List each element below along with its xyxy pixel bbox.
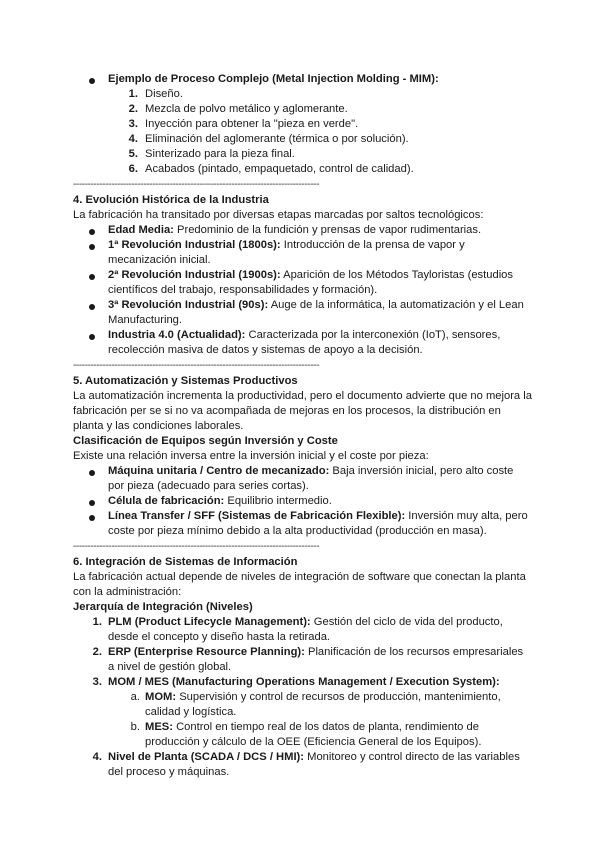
list-number: 3. (92, 676, 102, 688)
mim-step-number: 1. (128, 88, 138, 100)
list-number: 1. (92, 616, 102, 628)
mim-step-number: 4. (128, 133, 138, 145)
list-item-continuation: Manufacturing. (108, 314, 183, 326)
list-item-continuation: recolección masiva de datos y sistemas de apoyo a la decisión. (108, 344, 423, 356)
bullet-icon (89, 274, 95, 280)
bullet-icon (89, 78, 95, 84)
list-item-continuation: científicos del trabajo, responsabilidades y formación). (108, 284, 378, 296)
section-divider: ------------------------------------------------------------------------------------ (73, 360, 320, 371)
bullet-icon (89, 334, 95, 340)
mim-step-text: Eliminación del aglomerante (térmica o por solución). (145, 133, 409, 145)
mim-step-number: 5. (128, 148, 138, 160)
numbered-item: MOM / MES (Manufacturing Operations Management / Execution System): (108, 676, 500, 688)
list-item-continuation: a nivel de gestión global. (108, 661, 232, 673)
mim-title: Ejemplo de Proceso Complejo (Metal Injection Molding - MIM): (108, 73, 439, 85)
section-divider: ------------------------------------------------------------------------------------ (73, 179, 320, 190)
list-item: Máquina unitaria / Centro de mecanizado: Baja inversión inicial, pero alto coste (108, 465, 514, 477)
list-item-continuation: calidad y logística. (145, 706, 237, 718)
list-item: Edad Media: Predominio de la fundición y prensas de vapor rudimentarias. (108, 224, 482, 236)
section-5-title: 5. Automatización y Sistemas Productivos (73, 375, 298, 387)
bullet-icon (89, 244, 95, 250)
sub-list-item: MOM: Supervisión y control de recursos de producción, mantenimiento, (145, 691, 501, 703)
bullet-icon (89, 500, 95, 506)
section-5-intro: Existe una relación inversa entre la inversión inicial y el coste por pieza: (73, 450, 429, 462)
list-number: 4. (92, 751, 102, 763)
list-item-continuation: por pieza (adecuado para series cortas). (108, 480, 309, 492)
paragraph-line: con la administración: (73, 586, 182, 598)
list-item-continuation: desde el concepto y diseño hasta la retirada. (108, 631, 331, 643)
section-5-subtitle: Clasificación de Equipos según Inversión y Coste (73, 435, 338, 447)
mim-step-text: Inyección para obtener la "pieza en verde". (145, 118, 359, 130)
section-6-subtitle: Jerarquía de Integración (Niveles) (73, 601, 253, 613)
section-divider: ------------------------------------------------------------------------------------ (73, 541, 320, 552)
mim-step-number: 3. (128, 118, 138, 130)
list-item: Célula de fabricación: Equilibrio intermedio. (108, 495, 332, 507)
list-item: Línea Transfer / SFF (Sistemas de Fabricación Flexible): Inversión muy alta, pero (108, 510, 528, 522)
numbered-item: PLM (Product Lifecycle Management): Gestión del ciclo de vida del producto, (108, 616, 503, 628)
section-4-intro: La fabricación ha transitado por diversas etapas marcadas por saltos tecnológicos: (73, 209, 484, 221)
list-number: 2. (92, 646, 102, 658)
mim-step-number: 2. (128, 103, 138, 115)
list-item: Industria 4.0 (Actualidad): Caracterizada por la interconexión (IoT), sensores, (108, 329, 501, 341)
list-item-continuation: del proceso y máquinas. (108, 766, 230, 778)
paragraph-line: La fabricación actual depende de niveles de integración de software que conectan la planta (73, 571, 526, 583)
mim-step-text: Acabados (pintado, empaquetado, control de calidad). (145, 163, 414, 175)
mim-step-text: Sinterizado para la pieza final. (145, 148, 295, 160)
section-6-title: 6. Integración de Sistemas de Información (73, 556, 298, 568)
mim-step-text: Diseño. (145, 88, 183, 100)
list-item: 1ª Revolución Industrial (1800s): Introducción de la prensa de vapor y (108, 239, 465, 251)
mim-step-number: 6. (128, 163, 138, 175)
bullet-icon (89, 515, 95, 521)
paragraph-line: La automatización incrementa la productividad, pero el documento advierte que no mejora la (73, 390, 532, 402)
numbered-item: ERP (Enterprise Resource Planning): Planificación de los recursos empresariales (108, 646, 524, 658)
bullet-icon (89, 470, 95, 476)
paragraph-line: fabricación per se si no va acompañada de mejoras en los procesos, la distribución en (73, 405, 501, 417)
sub-list-item: MES: Control en tiempo real de los datos de planta, rendimiento de (145, 721, 479, 733)
sub-list-letter: b. (130, 721, 140, 733)
list-item-continuation: mecanización inicial. (108, 254, 211, 266)
paragraph-line: planta y las condiciones laborales. (73, 420, 244, 432)
list-item-continuation: coste por pieza mínimo debido a la alta productividad (producción en masa). (108, 525, 487, 537)
mim-step-text: Mezcla de polvo metálico y aglomerante. (145, 103, 348, 115)
numbered-item: Nivel de Planta (SCADA / DCS / HMI): Monitoreo y control directo de las variables (108, 751, 520, 763)
bullet-icon (89, 229, 95, 235)
sub-list-letter: a. (130, 691, 140, 703)
bullet-icon (89, 304, 95, 310)
list-item: 3ª Revolución Industrial (90s): Auge de la informática, la automatización y el Lean (108, 299, 524, 311)
list-item-continuation: producción y cálculo de la OEE (Eficiencia General de los Equipos). (145, 736, 482, 748)
list-item: 2ª Revolución Industrial (1900s): Aparición de los Métodos Tayloristas (estudios (108, 269, 513, 281)
section-4-title: 4. Evolución Histórica de la Industria (73, 194, 269, 206)
